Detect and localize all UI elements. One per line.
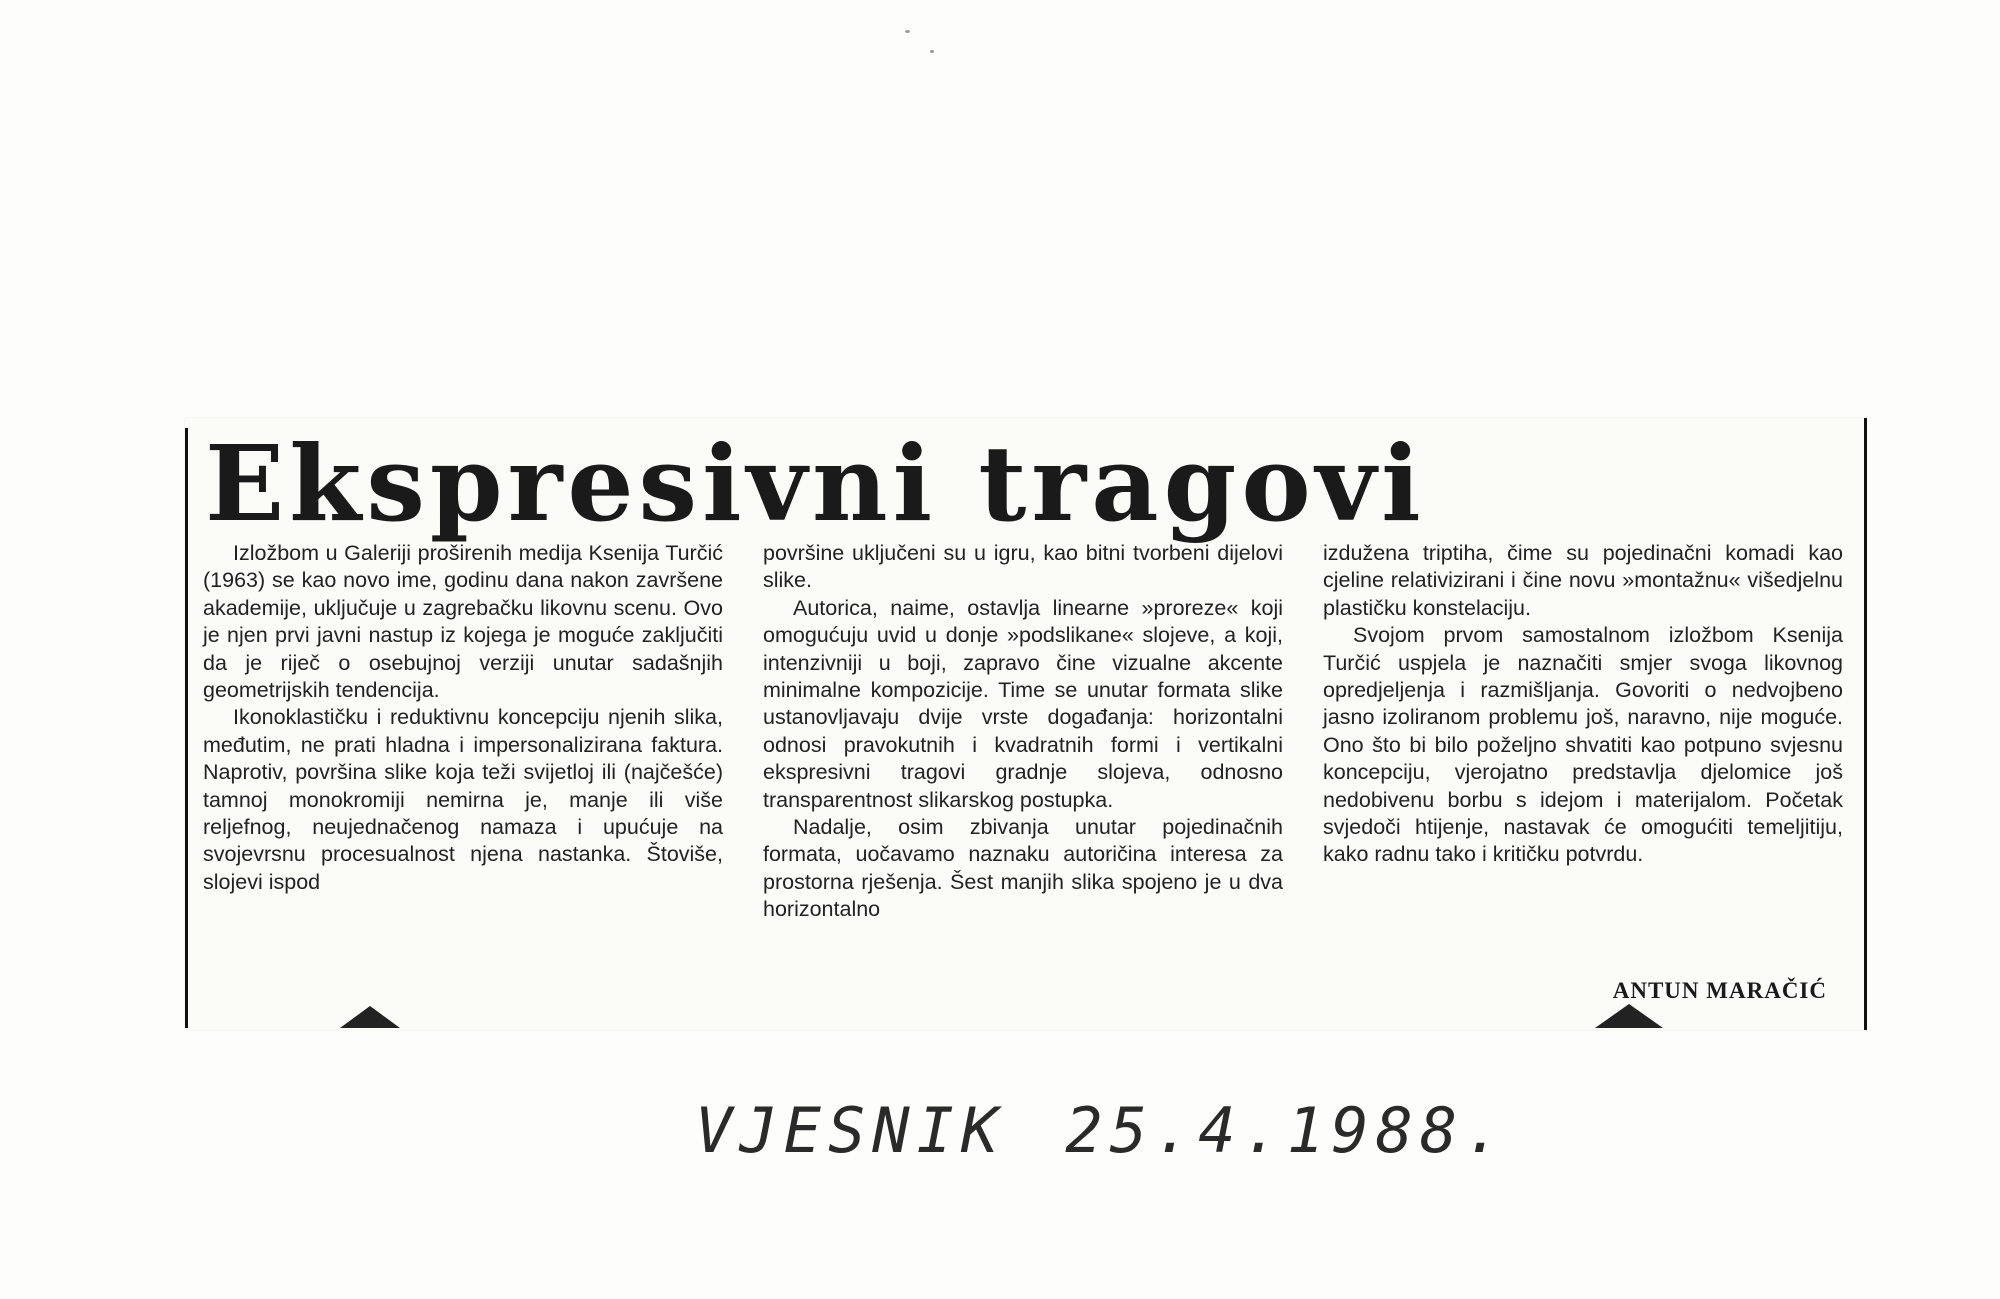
scan-speck bbox=[905, 30, 910, 33]
article-column-3 bbox=[1323, 540, 1843, 869]
article-paragraph: Autorica, naime, ostavlja linearne »proreze« koji omogućuju uvid u donje »podslikane« slojeve, a koji, intenzivniji u boji, zapravo čine vizualne akcente minimalne kompozicije. Time se unutar formata slike ustanovljavaju dvije vrste događanja: horizontalni odnosi pravokutnih i kvadratnih formi i vertikalni ekspresivni tragovi gradnje slojeva, odnosno transparentnost slikarskog postupka. bbox=[763, 595, 1283, 812]
handwritten-date: 25.4.1988. bbox=[1065, 1094, 1509, 1167]
scissor-cut-mark bbox=[340, 1006, 400, 1028]
article-headline: Ekspresivni tragovi bbox=[205, 422, 1426, 545]
article-paragraph: Svojom prvom samostalnom izložbom Ksenija Turčić uspjela je naznačiti smjer svoga likovnog opredjeljenja i razmišljanja. Govoriti o nedvojbeno jasno izoliranom problemu još, naravno, nije moguće. Ono što bi bilo poželjno shvatiti kao potpuno svjesnu koncepciju, vjerojatno predstavlja djelomice još nedobivenu borbu s idejom i materijalom. Početak svjedoči htijenje, nastavak će omogućiti temeljitiju, kako radnu tako i kritičku potvrdu. bbox=[1323, 623, 1843, 867]
article-column-1 bbox=[203, 540, 723, 896]
article-paragraph: izdužena triptiha, čime su pojedinačni komadi kao cjeline relativizirani i čine novu »montažnu« višedjelnu plastičku konstelaciju. bbox=[1323, 541, 1843, 620]
newspaper-clipping bbox=[185, 418, 1867, 1030]
clipping-edge-left bbox=[185, 428, 188, 1028]
author-byline: ANTUN MARAČIĆ bbox=[1612, 978, 1827, 1003]
scissor-cut-mark bbox=[1595, 1004, 1663, 1028]
handwritten-source: VJESNIK bbox=[695, 1094, 1006, 1167]
article-column-2 bbox=[763, 540, 1283, 924]
article-paragraph: površine uključeni su u igru, kao bitni tvorbeni dijelovi slike. bbox=[763, 541, 1283, 593]
article-paragraph: Nadalje, osim zbivanja unutar pojedinačnih formata, uočavamo naznaku autoričina interesa za prostorna rješenja. Šest manjih slika spojeno je u dva horizontalno bbox=[763, 815, 1283, 922]
article-body bbox=[203, 540, 1843, 1020]
article-paragraph: Izložbom u Galeriji proširenih medija Ksenija Turčić (1963) se kao novo ime, godinu dana nakon završene akademije, uključuje u zagrebačku likovnu scenu. Ovo je njen prvi javni nastup iz kojega je moguće zaključiti da je riječ o osebujnoj verziji unutar sadašnjih geometrijskih tendencija. bbox=[203, 541, 723, 703]
article-paragraph: Ikonoklastičku i reduktivnu koncepciju njenih slika, međutim, ne prati hladna i impersonalizirana faktura. Naprotiv, površina slike koja teži svijetloj ili (najčešće) tamnoj monokromiji nemirna je, manje ili više reljefnog, neujednačenog namaza i upućuje na svojevrsnu procesualnost njena nastanka. Štoviše, slojevi ispod bbox=[203, 705, 723, 894]
scan-speck bbox=[930, 50, 934, 53]
handwritten-annotation bbox=[695, 1094, 1509, 1167]
clipping-edge-right bbox=[1864, 418, 1867, 1030]
